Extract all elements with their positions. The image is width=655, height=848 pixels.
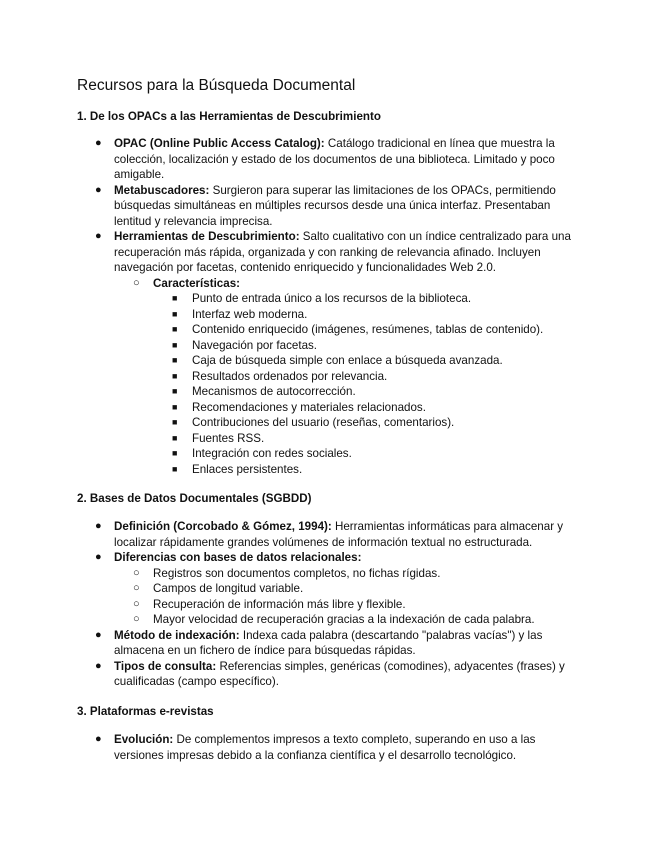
- list-item: [77, 229, 577, 276]
- list-item-text: Enlaces persistentes.: [192, 462, 303, 476]
- list-item-text: Integración con redes sociales.: [192, 447, 352, 460]
- list-item-text: Mayor velocidad de recuperación gracias a la indexación de cada palabra.: [153, 613, 535, 626]
- list-item: [77, 431, 577, 447]
- bullet-dot-icon: ●: [95, 628, 102, 641]
- bullet-circle-icon: ○: [133, 566, 140, 579]
- list-item-text: Surgieron para superar las limitaciones de los OPACs, permitiendo búsquedas simultáneas en múltiples recursos desde una única interfaz. Presentaban lentitud y relevancia imprecisa.: [114, 183, 556, 228]
- bullet-square-icon: ■: [172, 355, 178, 365]
- list-item: [77, 612, 577, 628]
- list-item-term: Definición (Corcobado & Gómez, 1994):: [114, 520, 332, 533]
- list-item-text: Contenido enriquecido (imágenes, resúmenes, tablas de contenido).: [192, 323, 544, 336]
- list-item-text: De complementos impresos a texto completo, superando en uso a las versiones impresas debido a la confianza científica y el desarrollo tecnológico.: [114, 733, 536, 762]
- bullet-circle-icon: ○: [133, 597, 140, 610]
- list-item: [77, 276, 577, 292]
- bullet-square-icon: ■: [172, 432, 178, 443]
- list-item: [77, 338, 577, 354]
- bullet-square-icon: ■: [172, 463, 178, 474]
- bullet-dot-icon: ●: [95, 137, 102, 149]
- bullet-dot-icon: ●: [95, 230, 102, 242]
- bullet-square-icon: ■: [172, 448, 178, 458]
- list-item: [77, 400, 577, 416]
- list-item-text: Indexa cada palabra (descartando "palabras vacías") y las almacena en un fichero de índice para búsquedas rápidas.: [114, 628, 543, 657]
- list-item: [77, 136, 577, 183]
- list-item: [77, 628, 577, 659]
- bullet-dot-icon: ●: [95, 183, 102, 196]
- list-item-term: Diferencias con bases de datos relacionales:: [114, 551, 362, 564]
- list-item-text: Catálogo tradicional en línea que muestra la colección, localización y estado de los documentos de una biblioteca. Limitado y poco amigable.: [114, 137, 555, 181]
- bullet-square-icon: ■: [172, 417, 178, 427]
- section-2-list: [77, 519, 577, 690]
- list-item: [77, 353, 577, 369]
- list-item-text: Campos de longitud variable.: [153, 582, 304, 595]
- bullet-circle-icon: ○: [133, 582, 140, 594]
- list-item: [77, 732, 577, 763]
- list-item: [77, 462, 577, 478]
- list-item-term: Método de indexación:: [114, 628, 240, 642]
- list-item-text: Mecanismos de autocorrección.: [192, 385, 356, 398]
- list-item: [77, 659, 577, 690]
- section-3-list: [77, 732, 577, 763]
- document-title: Recursos para la Búsqueda Documental: [77, 77, 356, 94]
- list-item: [77, 384, 577, 400]
- list-item-text: Recomendaciones y materiales relacionados.: [192, 400, 426, 414]
- list-item-term: OPAC (Online Public Access Catalog):: [114, 137, 325, 150]
- list-item-text: Fuentes RSS.: [192, 431, 265, 445]
- list-item-term: Tipos de consulta:: [114, 659, 217, 673]
- bullet-dot-icon: ●: [95, 551, 102, 563]
- list-item: [77, 581, 577, 597]
- list-item: [77, 183, 577, 230]
- bullet-square-icon: ■: [172, 370, 178, 381]
- list-item-text: Interfaz web moderna.: [192, 307, 308, 321]
- list-item-text: Recuperación de información más libre y flexible.: [153, 597, 406, 611]
- list-item-term: Evolución:: [114, 733, 174, 746]
- list-item-text: Punto de entrada único a los recursos de la biblioteca.: [192, 292, 472, 305]
- list-item-text: Registros son documentos completos, no fichas rígidas.: [153, 566, 441, 580]
- list-item: [77, 550, 577, 566]
- bullet-circle-icon: ○: [133, 276, 140, 289]
- list-item-text: Herramientas informáticas para almacenar y localizar rápidamente grandes volúmenes de información textual no estructurada.: [114, 520, 564, 549]
- list-item: [77, 446, 577, 462]
- bullet-circle-icon: ○: [133, 613, 140, 625]
- section-heading-3: 3. Plataformas e-revistas: [77, 705, 214, 718]
- list-item: [77, 322, 577, 338]
- list-item: [77, 415, 577, 431]
- bullet-square-icon: ■: [172, 324, 178, 334]
- list-item: [77, 519, 577, 550]
- bullet-square-icon: ■: [172, 308, 178, 319]
- list-item: [77, 597, 577, 613]
- list-item-text: Caja de búsqueda simple con enlace a búsqueda avanzada.: [192, 354, 503, 367]
- section-heading-1: 1. De los OPACs a las Herramientas de Descubrimiento: [77, 110, 381, 123]
- list-item: [77, 566, 577, 582]
- bullet-dot-icon: ●: [95, 659, 102, 672]
- bullet-square-icon: ■: [172, 386, 178, 396]
- bullet-dot-icon: ●: [95, 520, 102, 532]
- bullet-square-icon: ■: [172, 401, 178, 412]
- list-item-text: Referencias simples, genéricas (comodines), adyacentes (frases) y cualificadas (campo específico).: [114, 659, 565, 688]
- bullet-dot-icon: ●: [95, 733, 102, 745]
- section-1-list: [77, 136, 577, 477]
- list-item: [77, 369, 577, 385]
- bullet-square-icon: ■: [172, 293, 178, 303]
- list-item-text: Navegación por facetas.: [192, 338, 318, 352]
- list-item: [77, 307, 577, 323]
- section-heading-2: 2. Bases de Datos Documentales (SGBDD): [77, 492, 312, 505]
- list-item-term: Metabuscadores:: [114, 183, 210, 197]
- list-item-text: Salto cualitativo con un índice centralizado para una recuperación más rápida, organizada y con ranking de relevancia afinado. Incluyen navegación por facetas, contenido enriquecido y funcionalidades Web 2.0.: [114, 230, 571, 274]
- list-item-term: Herramientas de Descubrimiento:: [114, 230, 300, 243]
- list-item-text: Contribuciones del usuario (reseñas, comentarios).: [192, 416, 455, 429]
- list-item-text: Resultados ordenados por relevancia.: [192, 369, 388, 383]
- list-item: [77, 291, 577, 307]
- bullet-square-icon: ■: [172, 339, 178, 350]
- list-item-term: Características:: [153, 276, 241, 290]
